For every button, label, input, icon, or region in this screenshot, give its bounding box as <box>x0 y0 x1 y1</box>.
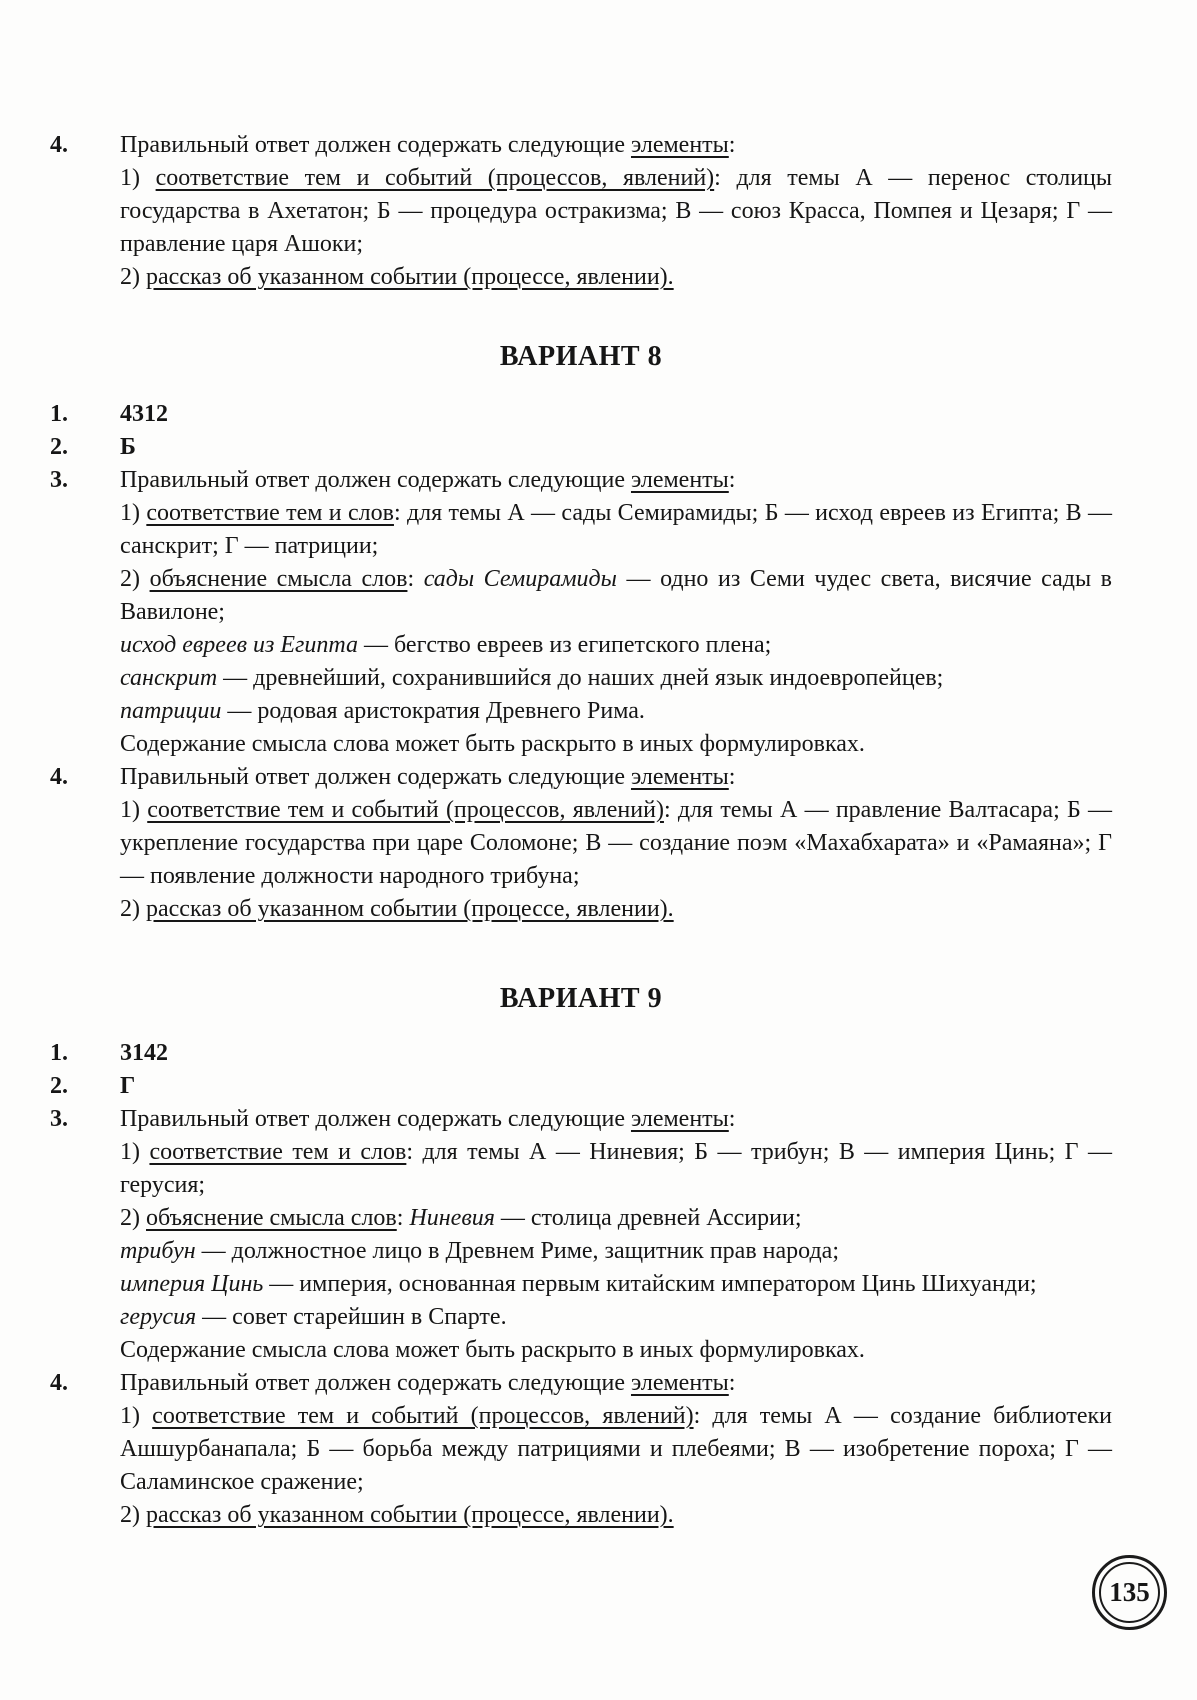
answer-item-prev-4 <box>50 129 1112 294</box>
answer-paragraph: 1) соответствие тем и слов: для темы А — Ниневия; Б — трибун; В — империя Цинь; Г — герусия; <box>120 1139 1113 1198</box>
answer-paragraph: санскрит — древнейший, сохранившийся до наших дней язык индоевропейцев; <box>120 665 944 691</box>
item-body <box>120 129 1112 294</box>
answer-item-v8-4 <box>50 761 1112 926</box>
page-number: 135 <box>1099 1562 1160 1623</box>
answer-item-v9-4 <box>50 1367 1112 1532</box>
answer-paragraph: Содержание смысла слова может быть раскрыто в иных формулировках. <box>120 1337 865 1363</box>
page-number-badge <box>1092 1555 1167 1630</box>
page-content <box>50 129 1112 1532</box>
item-body <box>120 398 1112 431</box>
item-answer: Г <box>120 1073 136 1099</box>
answer-paragraph: 1) соответствие тем и событий (процессов, явлений): для темы А — создание библиотеки Ашшурбанапала; Б — борьба между патрициями и плебеями; В — изобретение пороха; Г — Саламинское сражение; <box>120 1403 1112 1495</box>
answer-paragraph: Правильный ответ должен содержать следующие элементы: <box>120 1106 736 1132</box>
answer-paragraph: 2) рассказ об указанном событии (процессе, явлении). <box>120 1502 674 1528</box>
variant-8-heading: ВАРИАНТ 8 <box>499 341 663 372</box>
item-number: 4. <box>50 764 68 790</box>
item-number: 1. <box>50 1040 68 1066</box>
item-answer: 3142 <box>120 1040 168 1066</box>
item-body <box>120 1367 1112 1532</box>
answer-item-v8-3 <box>50 464 1112 761</box>
answer-paragraph: 1) соответствие тем и событий (процессов, явлений): для темы А — правление Валтасара; Б — укрепление государства при царе Соломоне; В — создание поэм «Махабхарата» и «Рамаяна»; Г — появление должности народного трибуна; <box>120 797 1112 889</box>
variant-9-heading: ВАРИАНТ 9 <box>499 983 663 1014</box>
item-number: 2. <box>50 1073 68 1099</box>
answer-paragraph: 2) рассказ об указанном событии (процессе, явлении). <box>120 896 674 922</box>
item-number: 3. <box>50 1106 68 1132</box>
answer-paragraph: трибун — должностное лицо в Древнем Риме, защитник прав народа; <box>120 1238 840 1264</box>
answer-paragraph: патриции — родовая аристократия Древнего Рима. <box>120 698 645 724</box>
answer-item-v8-2 <box>50 431 1112 464</box>
answer-paragraph: 2) объяснение смысла слов: Ниневия — столица древней Ассирии; <box>120 1205 802 1231</box>
answer-paragraph: Содержание смысла слова может быть раскрыто в иных формулировках. <box>120 731 865 757</box>
answer-item-v9-1 <box>50 1037 1112 1070</box>
answer-item-v9-3 <box>50 1103 1112 1367</box>
item-body <box>120 1037 1112 1070</box>
item-body <box>120 1103 1112 1367</box>
item-body <box>120 1070 1112 1103</box>
answer-paragraph: 2) объяснение смысла слов: сады Семирамиды — одно из Семи чудес света, висячие сады в Вавилоне; <box>120 566 1112 625</box>
answer-paragraph: 1) соответствие тем и слов: для темы А — сады Семирамиды; Б — исход евреев из Египта; В — санскрит; Г — патриции; <box>120 500 1112 559</box>
item-body <box>120 761 1112 926</box>
item-number: 3. <box>50 467 68 493</box>
answer-paragraph: исход евреев из Египта — бегство евреев из египетского плена; <box>120 632 772 658</box>
answer-item-v9-2 <box>50 1070 1112 1103</box>
answer-paragraph: Правильный ответ должен содержать следующие элементы: <box>120 132 736 158</box>
item-body <box>120 464 1112 761</box>
answer-paragraph: герусия — совет старейшин в Спарте. <box>120 1304 507 1330</box>
item-number: 1. <box>50 401 68 427</box>
item-answer: 4312 <box>120 401 168 427</box>
answer-paragraph: Правильный ответ должен содержать следующие элементы: <box>120 467 736 493</box>
item-body <box>120 431 1112 464</box>
answer-paragraph: Правильный ответ должен содержать следующие элементы: <box>120 1370 736 1396</box>
item-number: 2. <box>50 434 68 460</box>
answer-paragraph: империя Цинь — империя, основанная первым китайским императором Цинь Шихуанди; <box>120 1271 1037 1297</box>
item-number: 4. <box>50 132 68 158</box>
answer-item-v8-1 <box>50 398 1112 431</box>
answer-paragraph: Правильный ответ должен содержать следующие элементы: <box>120 764 736 790</box>
item-answer: Б <box>120 434 136 460</box>
answer-paragraph: 1) соответствие тем и событий (процессов, явлений): для темы А — перенос столицы государства в Ахетатон; Б — процедура остракизма; В — союз Красса, Помпея и Цезаря; Г — правление царя Ашоки; <box>120 165 1113 257</box>
item-number: 4. <box>50 1370 68 1396</box>
answer-paragraph: 2) рассказ об указанном событии (процессе, явлении). <box>120 264 674 290</box>
